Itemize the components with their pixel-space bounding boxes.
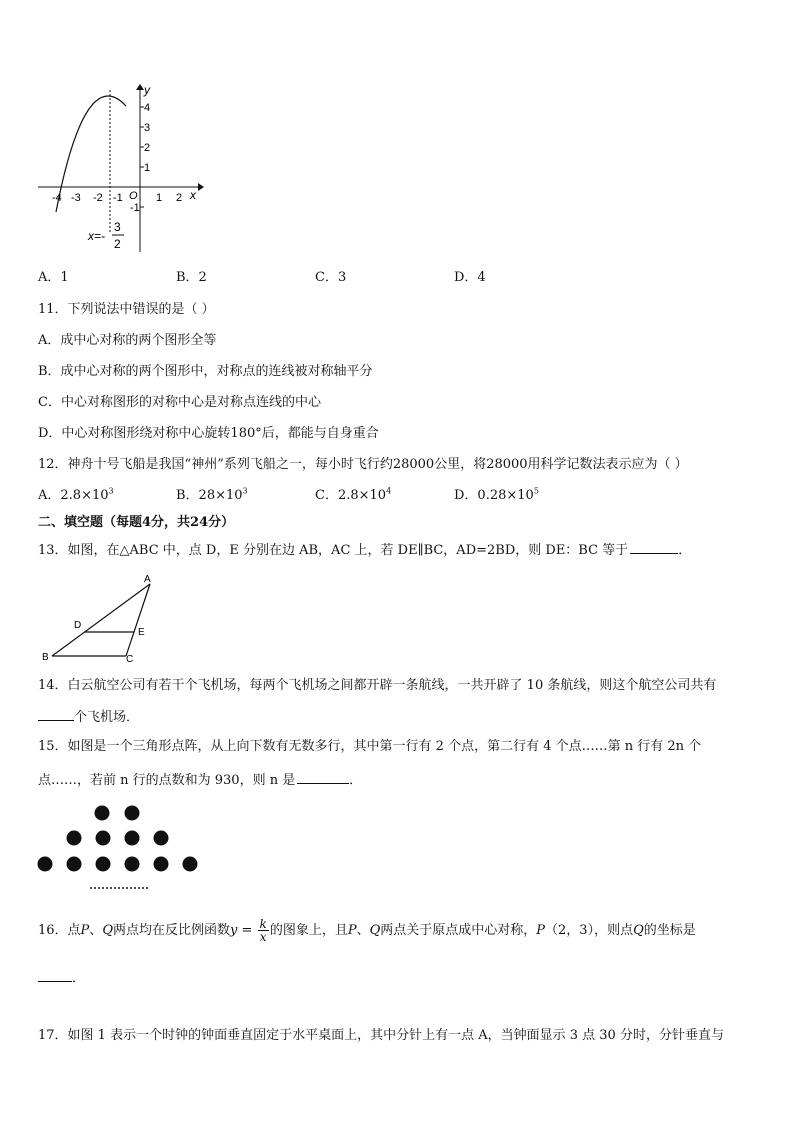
q15-line2 — [38, 770, 362, 790]
q12-option-b-mantissa: B．28×10 — [176, 488, 243, 503]
x-tick-label: -1 — [113, 192, 123, 204]
dot — [183, 857, 198, 872]
q16-fraction-denominator: x — [259, 930, 267, 944]
q16-eq-sign: = — [237, 923, 257, 938]
q12-option-a-mantissa: A．2.8×10 — [38, 488, 109, 503]
dot — [67, 857, 82, 872]
side-ac — [126, 584, 150, 656]
axis-line-label-num: 3 — [114, 220, 121, 234]
y-tick-label: -1 — [130, 202, 140, 214]
q16-point-p-3: P — [536, 923, 546, 938]
q11-option-a[interactable]: A．成中心对称的两个图形全等 — [38, 333, 217, 348]
q10-option-c[interactable]: C．3 — [315, 270, 347, 285]
dot-triangle-figure — [30, 800, 210, 895]
x-tick-label: 1 — [156, 192, 163, 204]
q15-line2-end: ． — [349, 773, 363, 788]
q16-point-q-2: Q — [369, 923, 381, 938]
section-heading: 二、填空题（每题4分，共24分） — [38, 515, 235, 530]
q16-end: ． — [72, 971, 86, 986]
q11-option-b[interactable]: B．成中心对称的两个图形中，对称点的连线被对称轴平分 — [38, 364, 373, 379]
point-e-label: E — [138, 627, 145, 638]
vertex-c-label: C — [126, 654, 134, 664]
q12-option-d[interactable] — [454, 487, 539, 505]
side-ab — [52, 584, 150, 656]
q12-option-d-mantissa: D．0.28×10 — [454, 488, 534, 503]
q11-option-c[interactable]: C．中心对称图形的对称中心是对称点连线的中心 — [38, 395, 321, 410]
point-d-label: D — [74, 620, 82, 631]
dot — [154, 831, 169, 846]
dot-row-3 — [38, 857, 198, 872]
dot — [125, 831, 140, 846]
x-axis-arrow — [198, 183, 204, 191]
y-tick-label: 2 — [144, 142, 151, 154]
q16-part5: （2，3），则点 — [545, 923, 634, 938]
q12-option-c-exponent: 4 — [386, 486, 392, 496]
q16-point-p: P — [80, 923, 90, 938]
y-axis-label: y — [144, 83, 150, 97]
q11-option-d[interactable]: D．中心对称图形绕对称中心旋转180°后，都能与自身重合 — [38, 426, 379, 441]
dot — [125, 857, 140, 872]
q12-option-c-mantissa: C．2.8×10 — [315, 488, 387, 503]
x-tick-label: -2 — [93, 192, 103, 204]
q14-line2-end: 个飞机场． — [74, 710, 140, 725]
y-tick-label: 3 — [144, 122, 151, 134]
q14-answer-blank[interactable] — [38, 707, 74, 721]
q13-line — [38, 540, 691, 560]
dot — [125, 806, 140, 821]
q12-stem: 12．神舟十号飞船是我国“神州”系列飞船之一，每小时飞行约28000公里，将28000用科学记数法表示应为（ ） — [38, 457, 688, 472]
x-tick-label: -3 — [71, 192, 81, 204]
origin-label: O — [129, 190, 138, 202]
x-axis-label: x — [190, 188, 196, 202]
q14-line2 — [38, 707, 139, 727]
vertex-b-label: B — [42, 652, 49, 663]
dot — [96, 857, 111, 872]
q12-option-b[interactable] — [176, 487, 248, 505]
q16-part1: 16．点 — [38, 923, 81, 938]
q16-sep: 、 — [89, 923, 103, 938]
dot — [96, 831, 111, 846]
dot — [154, 857, 169, 872]
q16-part6: 的坐标是 — [643, 923, 696, 938]
q16-part4: 两点关于原点成中心对称， — [380, 923, 537, 938]
q13-answer-blank[interactable] — [630, 540, 678, 554]
q17-line1: 17．如图 1 表示一个时钟的钟面垂直固定于水平桌面上，其中分针上有一点 A，当钟面显示 3 点 30 分时，分针垂直与 — [38, 1028, 724, 1043]
dot — [67, 831, 82, 846]
q10-option-b[interactable]: B．2 — [176, 270, 207, 285]
dot-row-1 — [95, 806, 140, 821]
q16-fraction-numerator: k — [259, 917, 267, 931]
q16-sep-2: 、 — [356, 923, 370, 938]
x-tick-label: -4 — [52, 192, 62, 204]
q16-answer-blank[interactable] — [38, 968, 72, 982]
q12-option-a-exponent: 3 — [108, 486, 114, 496]
q16-part2: 两点均在反比例函数 — [112, 923, 230, 938]
q12-option-b-exponent: 3 — [242, 486, 248, 496]
q12-option-a[interactable] — [38, 487, 114, 505]
axis-line-label-den: 2 — [114, 237, 121, 251]
dot — [38, 857, 53, 872]
x-tick-label: 2 — [176, 192, 183, 204]
q16-point-q-3: Q — [633, 923, 644, 938]
q10-option-a[interactable]: A．1 — [38, 270, 69, 285]
q16-line1 — [38, 918, 696, 944]
q15-line1: 15．如图是一个三角形点阵，从上向下数有无数多行，其中第一行有 2 个点，第二行有 4 个点……第 n 行有 2n 个 — [38, 739, 702, 754]
q13-stem: 13．如图，在△ABC 中，点 D，E 分别在边 AB，AC 上，若 DE∥BC，AD=2BD，则 DE：BC 等于 — [38, 543, 629, 558]
q14-line1: 14．白云航空公司有若干个飞机场，每两个飞机场之间都开辟一条航线，一共开辟了 10 条航线，则这个航空公司共有 — [38, 678, 717, 693]
q15-answer-blank[interactable] — [297, 770, 349, 784]
q16-fraction — [258, 918, 269, 943]
q12-option-c[interactable] — [315, 487, 391, 505]
y-tick-label: 1 — [144, 162, 151, 174]
q16-point-q: Q — [102, 923, 113, 938]
q16-part3: 的图象上，且 — [269, 923, 348, 938]
y-tick-label: 4 — [144, 102, 151, 114]
parabola-graph — [30, 82, 210, 257]
q16-line2 — [38, 968, 85, 988]
q16-point-p-2: P — [347, 923, 357, 938]
y-axis-arrow — [136, 84, 144, 90]
q13-end: ． — [678, 543, 692, 558]
vertex-a-label: A — [144, 574, 151, 585]
dot-row-2 — [67, 831, 169, 846]
q16-eq-lhs: y — [230, 923, 238, 938]
dot — [95, 806, 110, 821]
q15-line2-text: 点……，若前 n 行的点数和为 930，则 n 是 — [38, 773, 296, 788]
q11-stem: 11．下列说法中错误的是（ ） — [38, 302, 215, 317]
q12-option-d-exponent: 5 — [533, 486, 539, 496]
axis-line-label-prefix: x=- — [88, 229, 106, 243]
triangle-figure — [40, 572, 165, 664]
q10-option-d[interactable]: D．4 — [454, 270, 486, 285]
